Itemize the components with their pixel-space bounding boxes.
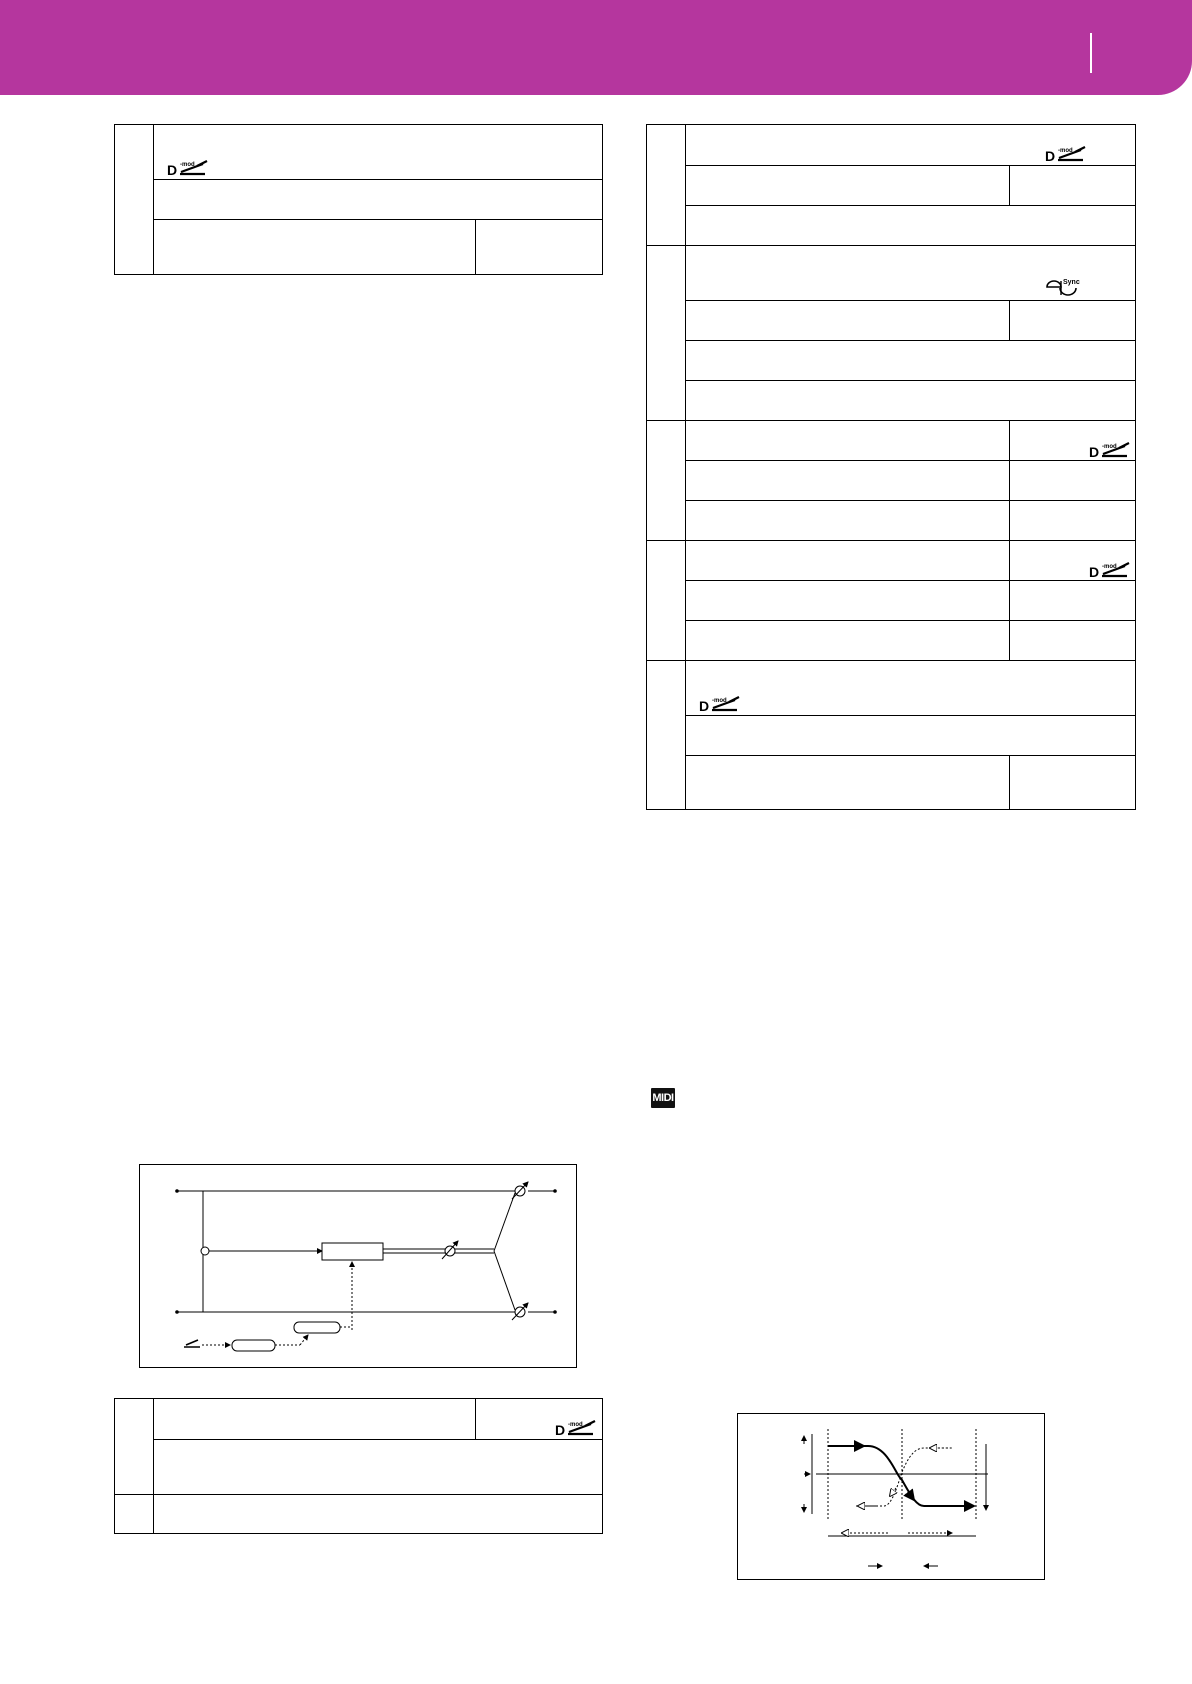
signal-flow-svg	[140, 1165, 576, 1367]
crossfade-svg	[738, 1414, 1044, 1579]
header-page-marker	[1090, 33, 1092, 73]
table-divider	[685, 205, 1135, 206]
dmod-icon	[1089, 441, 1133, 464]
table-divider	[685, 125, 686, 809]
svg-text:Sync: Sync	[1063, 279, 1080, 286]
table-divider	[153, 219, 602, 220]
dmod-icon	[1045, 145, 1089, 168]
fade-out-curve	[828, 1446, 974, 1506]
svg-text:D: D	[1089, 444, 1100, 459]
svg-text:D: D	[167, 162, 178, 177]
group-divider	[647, 660, 1135, 661]
fade-in-curve	[856, 1448, 952, 1506]
table-divider	[1009, 165, 1010, 205]
table-divider	[1009, 540, 1010, 660]
svg-text:-mod: -mod	[568, 1422, 583, 1428]
table-divider	[1009, 420, 1010, 540]
page-header-bar	[0, 0, 1192, 95]
effect-block	[322, 1243, 383, 1260]
svg-text:D: D	[555, 1422, 566, 1437]
table-divider	[685, 620, 1135, 621]
svg-text:-mod: -mod	[1102, 564, 1117, 570]
parameter-table-right	[646, 124, 1136, 810]
table-divider	[153, 179, 602, 180]
table-divider	[685, 380, 1135, 381]
table-divider	[685, 460, 1135, 461]
midi-icon: MIDI	[651, 1088, 675, 1108]
table-divider	[475, 1399, 476, 1439]
control-block-upper	[294, 1322, 340, 1333]
control-block-lower	[232, 1340, 275, 1351]
table-divider	[1009, 755, 1010, 809]
group-divider	[647, 420, 1135, 421]
dmod-icon	[555, 1419, 599, 1442]
mixer-node	[201, 1247, 209, 1255]
svg-text:D: D	[699, 698, 710, 713]
table-divider	[685, 340, 1135, 341]
dmod-icon	[167, 159, 211, 182]
svg-text:D: D	[1089, 564, 1100, 579]
table-divider	[153, 1439, 602, 1440]
svg-text:-mod: -mod	[1102, 444, 1117, 450]
group-divider	[647, 245, 1135, 246]
svg-text:-mod: -mod	[1058, 148, 1073, 154]
parameter-table-left-top	[114, 124, 603, 275]
dmod-source-icon	[184, 1340, 200, 1347]
table-divider	[685, 500, 1135, 501]
group-divider	[115, 1494, 602, 1495]
group-divider	[647, 540, 1135, 541]
signal-flow-diagram	[139, 1164, 577, 1368]
dmod-icon	[1089, 561, 1133, 584]
svg-text:-mod: -mod	[180, 162, 195, 168]
table-divider	[685, 580, 1135, 581]
svg-text:-mod: -mod	[712, 698, 727, 704]
table-divider	[685, 755, 1135, 756]
table-divider	[1009, 300, 1010, 340]
table-divider	[685, 715, 1135, 716]
tempo-sync-icon	[1045, 277, 1085, 302]
dmod-icon	[699, 695, 743, 718]
svg-text:D: D	[1045, 148, 1056, 163]
crossfade-diagram	[737, 1413, 1045, 1580]
table-divider	[153, 1399, 154, 1533]
parameter-table-left-bottom	[114, 1398, 603, 1534]
table-divider	[475, 219, 476, 274]
table-divider	[153, 125, 154, 274]
